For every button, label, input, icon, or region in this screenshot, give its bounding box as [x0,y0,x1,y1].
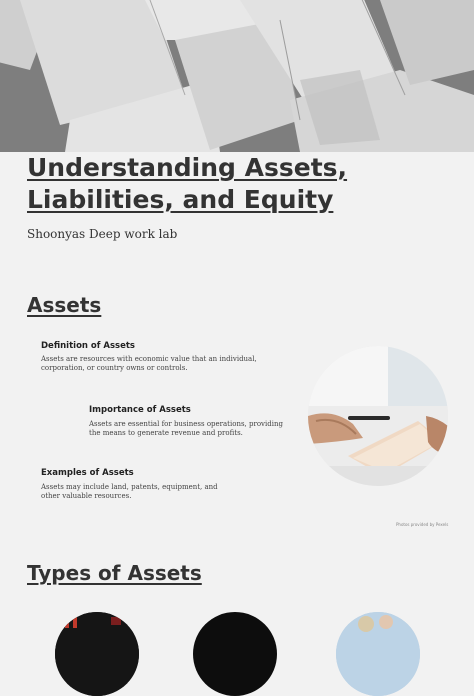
definition-of-assets-text: Assets are resources with economic value that an individual, corporation, or country owns or controls. [41,355,257,372]
page-title: Understanding Assets, Liabilities, and Equity [27,153,348,214]
handshake-document-photo [308,346,448,486]
stock-chart-image [55,612,139,696]
importance-of-assets-text: Assets are essential for business operations, providing the means to generate revenue and profits. [89,420,283,437]
examples-of-assets-heading: Examples of Assets [41,468,134,478]
importance-of-assets-heading: Importance of Assets [89,405,191,415]
examples-of-assets-text: Assets may include land, patents, equipment, and other valuable resources. [41,483,218,500]
types-of-assets-heading: Types of Assets [27,561,202,585]
hero-image-paper-sheets [0,0,474,152]
property-asset-image [336,612,420,696]
assets-section-heading: Assets [27,293,102,317]
dark-asset-image [193,612,277,696]
definition-of-assets-heading: Definition of Assets [41,341,135,351]
page-subtitle: Shoonyas Deep work lab [27,227,178,241]
photo-credit: Photos provided by Pexels [396,522,449,527]
